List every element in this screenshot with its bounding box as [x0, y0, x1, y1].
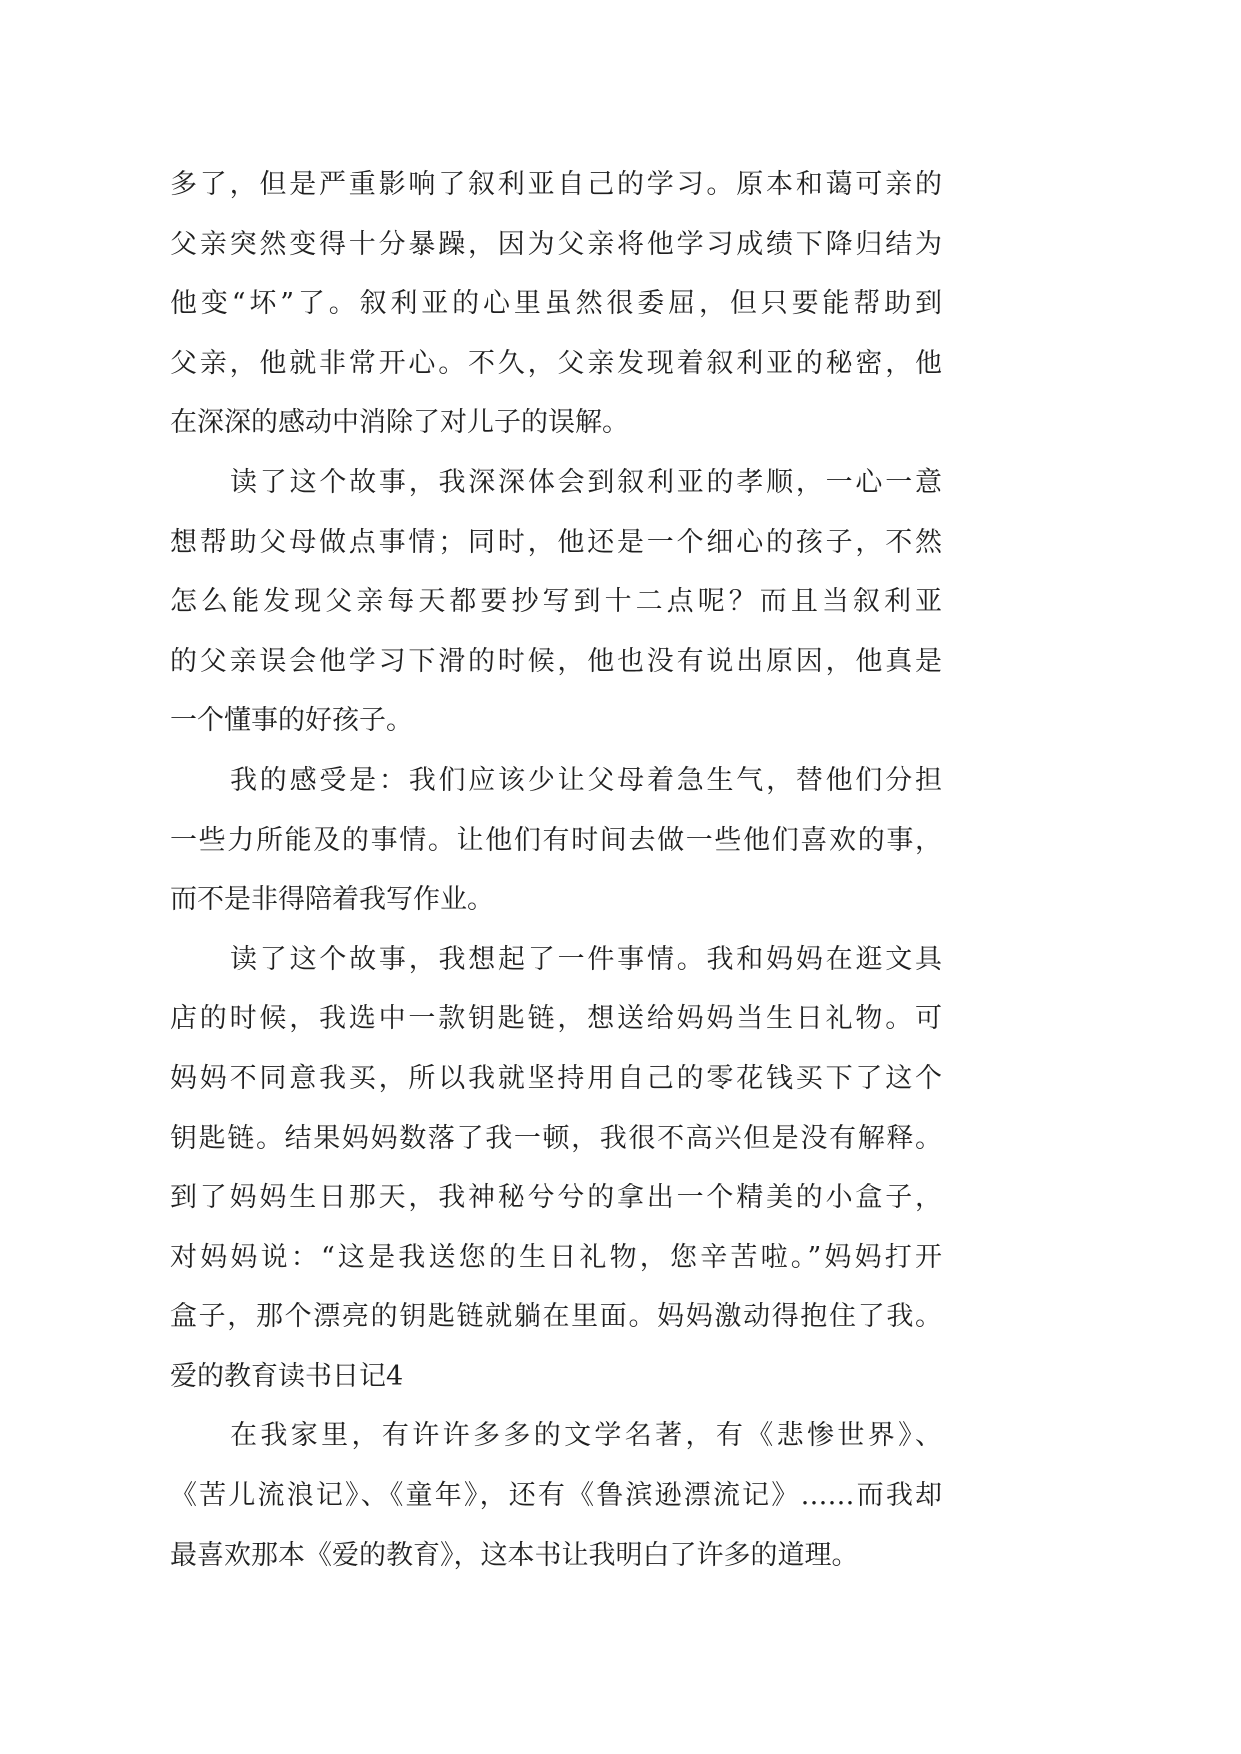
text-line: 而不是非得陪着我写作业。: [170, 884, 494, 916]
text-line: 盒子，那个漂亮的钥匙链就躺在里面。妈妈激动得抱住了我。: [170, 1301, 942, 1333]
text-line: 店的时候，我选中一款钥匙链，想送给妈妈当生日礼物。可: [170, 1003, 942, 1035]
text-line: 父亲突然变得十分暴躁，因为父亲将他学习成绩下降归结为: [170, 228, 942, 260]
text-line: 《苦儿流浪记》、《童年》，还有《鲁滨逊漂流记》……而我却: [170, 1480, 942, 1512]
text-line: 在深深的感动中消除了对儿子的误解。: [170, 407, 629, 439]
text-line: 一些力所能及的事情。让他们有时间去做一些他们喜欢的事，: [170, 824, 942, 856]
paragraph: [170, 1406, 942, 1585]
text-line: 读了这个故事，我深深体会到叙利亚的孝顺，一心一意: [230, 466, 942, 498]
text-line: 他变“坏”了。叙利亚的心里虽然很委屈，但只要能帮助到: [170, 288, 942, 320]
text-line: 到了妈妈生日那天，我神秘兮兮的拿出一个精美的小盒子，: [170, 1182, 942, 1214]
paragraph: [170, 751, 942, 930]
text-line: 想帮助父母做点事情；同时，他还是一个细心的孩子，不然: [170, 526, 942, 558]
paragraph: [170, 453, 942, 751]
text-line: 的父亲误会他学习下滑的时候，他也没有说出原因，他真是: [170, 645, 942, 677]
text-line: 妈妈不同意我买，所以我就坚持用自己的零花钱买下了这个: [170, 1062, 942, 1094]
text-line: 读了这个故事，我想起了一件事情。我和妈妈在逛文具: [230, 943, 942, 975]
text-line: 最喜欢那本《爱的教育》，这本书让我明白了许多的道理。: [170, 1539, 859, 1571]
text-line: 我的感受是：我们应该少让父母着急生气，替他们分担: [230, 764, 942, 796]
text-line: 钥匙链。结果妈妈数落了我一顿，我很不高兴但是没有解释。: [170, 1122, 942, 1154]
text-line: 一个懂事的好孩子。: [170, 705, 413, 737]
document-body: [170, 155, 942, 1585]
paragraph-continued: [170, 155, 942, 453]
text-line: 对妈妈说：“这是我送您的生日礼物，您辛苦啦。”妈妈打开: [170, 1241, 942, 1273]
text-line: 多了，但是严重影响了叙利亚自己的学习。原本和蔼可亲的: [170, 169, 942, 200]
text-line: 怎么能发现父亲每天都要抄写到十二点呢？而且当叙利亚: [170, 586, 942, 618]
paragraph: [170, 930, 942, 1347]
section-heading: 爱的教育读书日记4: [170, 1360, 404, 1392]
text-line: 在我家里，有许许多多的文学名著，有《悲惨世界》、: [230, 1420, 942, 1452]
text-line: 父亲，他就非常开心。不久，父亲发现着叙利亚的秘密，他: [170, 347, 942, 379]
